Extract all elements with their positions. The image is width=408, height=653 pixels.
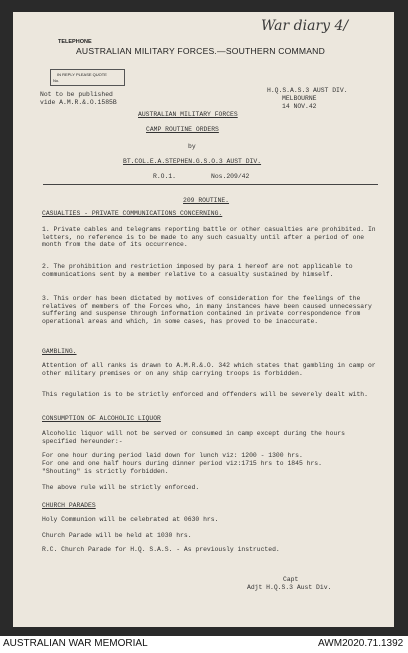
church-heading: CHURCH PARADES — [42, 502, 96, 509]
section-heading: 209 ROUTINE. — [183, 197, 230, 204]
publication-notice-line2: vide A.M.R.&.O.1585B — [40, 99, 117, 106]
church-rc-parade: R.C. Church Parade for H.Q. S.A.S. - As previously instructed. — [42, 546, 280, 553]
signature-title: Adjt H.Q.S.3 Aust Div. — [247, 584, 332, 591]
liquor-para-1: Alcoholic liquor will not be served or consumed in camp except during the hours specified hereunder:- — [42, 430, 345, 445]
handwritten-annotation: War diary 4/ — [261, 18, 349, 34]
doc-title-by: by — [188, 143, 196, 150]
reply-box — [50, 69, 125, 86]
liquor-shouting: "Shouting" is strictly forbidden. — [42, 468, 169, 475]
church-parade: Church Parade will be held at 1030 hrs. — [42, 532, 192, 539]
reply-box-number: No. — [53, 78, 60, 83]
casualties-para-2: 2. The prohibition and restriction imposed by para 1 hereof are not applicable to communications sent by a member relative to a casualty sustained by himself. — [42, 263, 353, 278]
publication-notice-line1: Not to be published — [40, 91, 113, 98]
reference-unit: H.Q.S.A.S.3 AUST DIV. — [267, 87, 348, 94]
footer-source: AUSTRALIAN WAR MEMORIAL — [3, 638, 148, 649]
telephone-label: TELEPHONE — [58, 39, 92, 45]
liquor-lunch-hours: For one hour during period laid down for lunch viz: 1200 - 1300 hrs. — [42, 452, 303, 459]
liquor-enforcement: The above rule will be strictly enforced. — [42, 484, 200, 491]
footer-accession-number: AWM2020.71.1392 — [318, 638, 404, 649]
doc-title-author: BT.COL.E.A.STEPHEN.G.S.O.3 AUST DIV. — [123, 158, 262, 165]
liquor-heading: CONSUMPTION OF ALCOHOLIC LIQUOR — [42, 415, 161, 422]
gambling-para-1: Attention of all ranks is drawn to A.M.R.&.O. 342 which states that gambling in camp or other military premises or on any ship carrying troops is forbidden. — [42, 362, 376, 377]
divider-line — [43, 184, 378, 185]
doc-title-line1: AUSTRALIAN MILITARY FORCES — [138, 111, 238, 118]
order-numbers: Nos.209/42 — [211, 173, 250, 180]
gambling-heading: GAMBLING. — [42, 348, 77, 355]
reply-box-label: IN REPLY PLEASE QUOTE — [57, 72, 107, 77]
letterhead-title: AUSTRALIAN MILITARY FORCES.—SOUTHERN COMMAND — [76, 46, 325, 56]
casualties-heading: CASUALTIES - PRIVATE COMMUNICATIONS CONCERNING. — [42, 210, 223, 217]
footer-bar — [0, 636, 408, 653]
signature-rank: Capt — [283, 576, 299, 583]
reference-place: MELBOURNE — [282, 95, 317, 102]
routine-order-number: R.O.1. — [153, 173, 177, 180]
church-communion: Holy Communion will be celebrated at 0630 hrs. — [42, 516, 219, 523]
casualties-para-1: 1. Private cables and telegrams reporting battle or other casualties are prohibited. In letters, no reference is to be made to any such casualty until after a period of one month from the date of its occurrence. — [42, 226, 376, 249]
casualties-para-3: 3. This order has been dictated by motives of consideration for the feelings of the relatives of members of the Forces who, in many instances have been caused unnecessary suffering and suspense through information contained in private correspondence from operational areas and which, in some cases, has proved to be inaccurate. — [42, 295, 372, 325]
doc-title-line2: CAMP ROUTINE ORDERS — [146, 126, 219, 133]
reference-date: 14 NOV.42 — [282, 103, 317, 110]
liquor-dinner-hours: For one and one half hours during dinner period viz:1715 hrs to 1845 hrs. — [42, 460, 322, 467]
document-page — [13, 12, 394, 627]
gambling-para-2: This regulation is to be strictly enforced and offenders will be severely dealt with. — [42, 391, 368, 398]
